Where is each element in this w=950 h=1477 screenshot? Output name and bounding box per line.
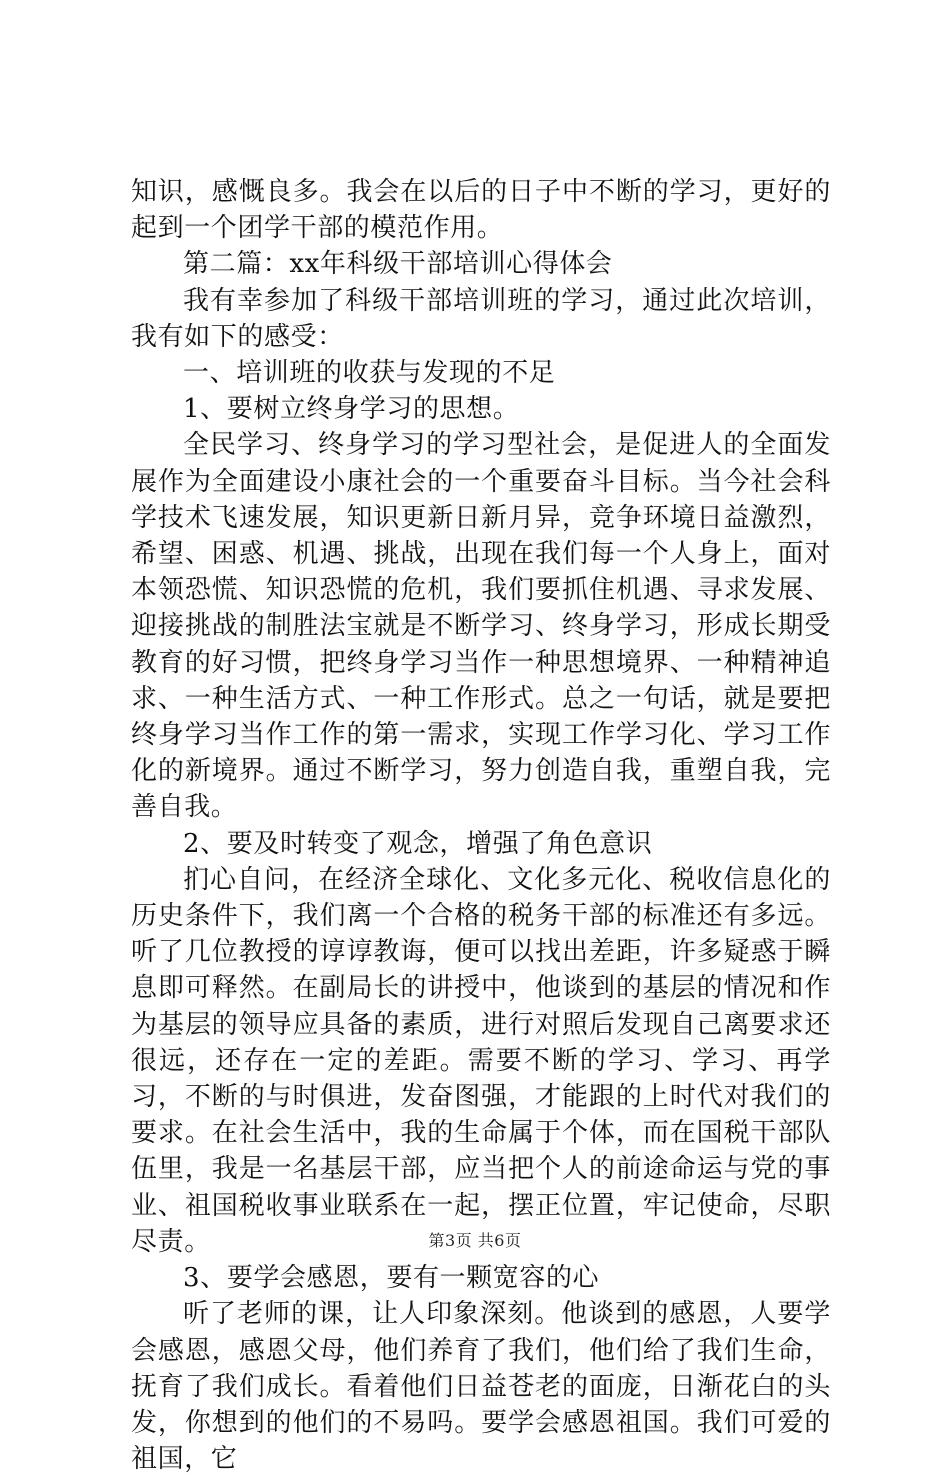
paragraph-point-3: 听了老师的课，让人印象深刻。他谈到的感恩，人要学会感恩，感恩父母，他们养育了我们，他们给了我们生命，抚育了我们成长。看着他们日益苍老的面庞，日渐花白的头发，你想到的他们的不易吗。要学会感恩祖国。我们可爱的祖国，它 (131, 1299, 831, 1475)
point-heading-3: 3、要学会感恩，要有一颗宽容的心 (183, 1263, 600, 1294)
subheading-1: 一、培训班的收获与发现的不足 (183, 358, 556, 389)
point-heading-2: 2、要及时转变了观念，增强了角色意识 (183, 828, 653, 859)
paragraph-point-1: 全民学习、终身学习的学习型社会，是促进人的全面发展作为全面建设小康社会的一个重要奋斗目标。当今社会科学技术飞速发展，知识更新日新月异，竞争环境日益激烈，希望、困惑、机遇、挑战，出现在我们每一个人身上，面对本领恐慌、知识恐慌的危机，我们要抓住机遇、寻求发展、迎接挑战的制胜法宝就是不断学习、终身学习，形成长期受教育的好习惯，把终身学习当作一种思想境界、一种精神追求、一种生活方式、一种工作形式。总之一句话，就是要把终身学习当作工作的第一需求，实现工作学习化、学习工作化的新境界。通过不断学习，努力创造自我，重塑自我，完善自我。 (131, 430, 831, 823)
paragraph-intro: 我有幸参加了科级干部培训班的学习，通过此次培训，我有如下的感受： (131, 285, 831, 352)
point-heading-1: 1、要树立终身学习的思想。 (183, 394, 520, 425)
page-footer: 第3页 共6页 (428, 1231, 522, 1250)
section-heading: 第二篇：xx年科级干部培训心得体会 (183, 249, 613, 280)
paragraph-continuation: 知识，感慨良多。我会在以后的日子中不断的学习，更好的起到一个团学干部的模范作用。 (131, 177, 831, 244)
paragraph-point-2: 扪心自问，在经济全球化、文化多元化、税收信息化的历史条件下，我们离一个合格的税务干部的标准还有多远。听了几位教授的谆谆教诲，便可以找出差距，许多疑惑于瞬息即可释然。在副局长的讲授中，他谈到的基层的情况和作为基层的领导应具备的素质，进行对照后发现自己离要求还很远，还存在一定的差距。需要不断的学习、学习、再学习，不断的与时俱进，发奋图强，才能跟的上时代对我们的要求。在社会生活中，我的生命属于个体，而在国税干部队伍里，我是一名基层干部，应当把个人的前途命运与党的事业、祖国税收事业联系在一起，摆正位置，牢记使命，尽职尽责。 (131, 864, 831, 1257)
document-body (131, 174, 831, 1477)
